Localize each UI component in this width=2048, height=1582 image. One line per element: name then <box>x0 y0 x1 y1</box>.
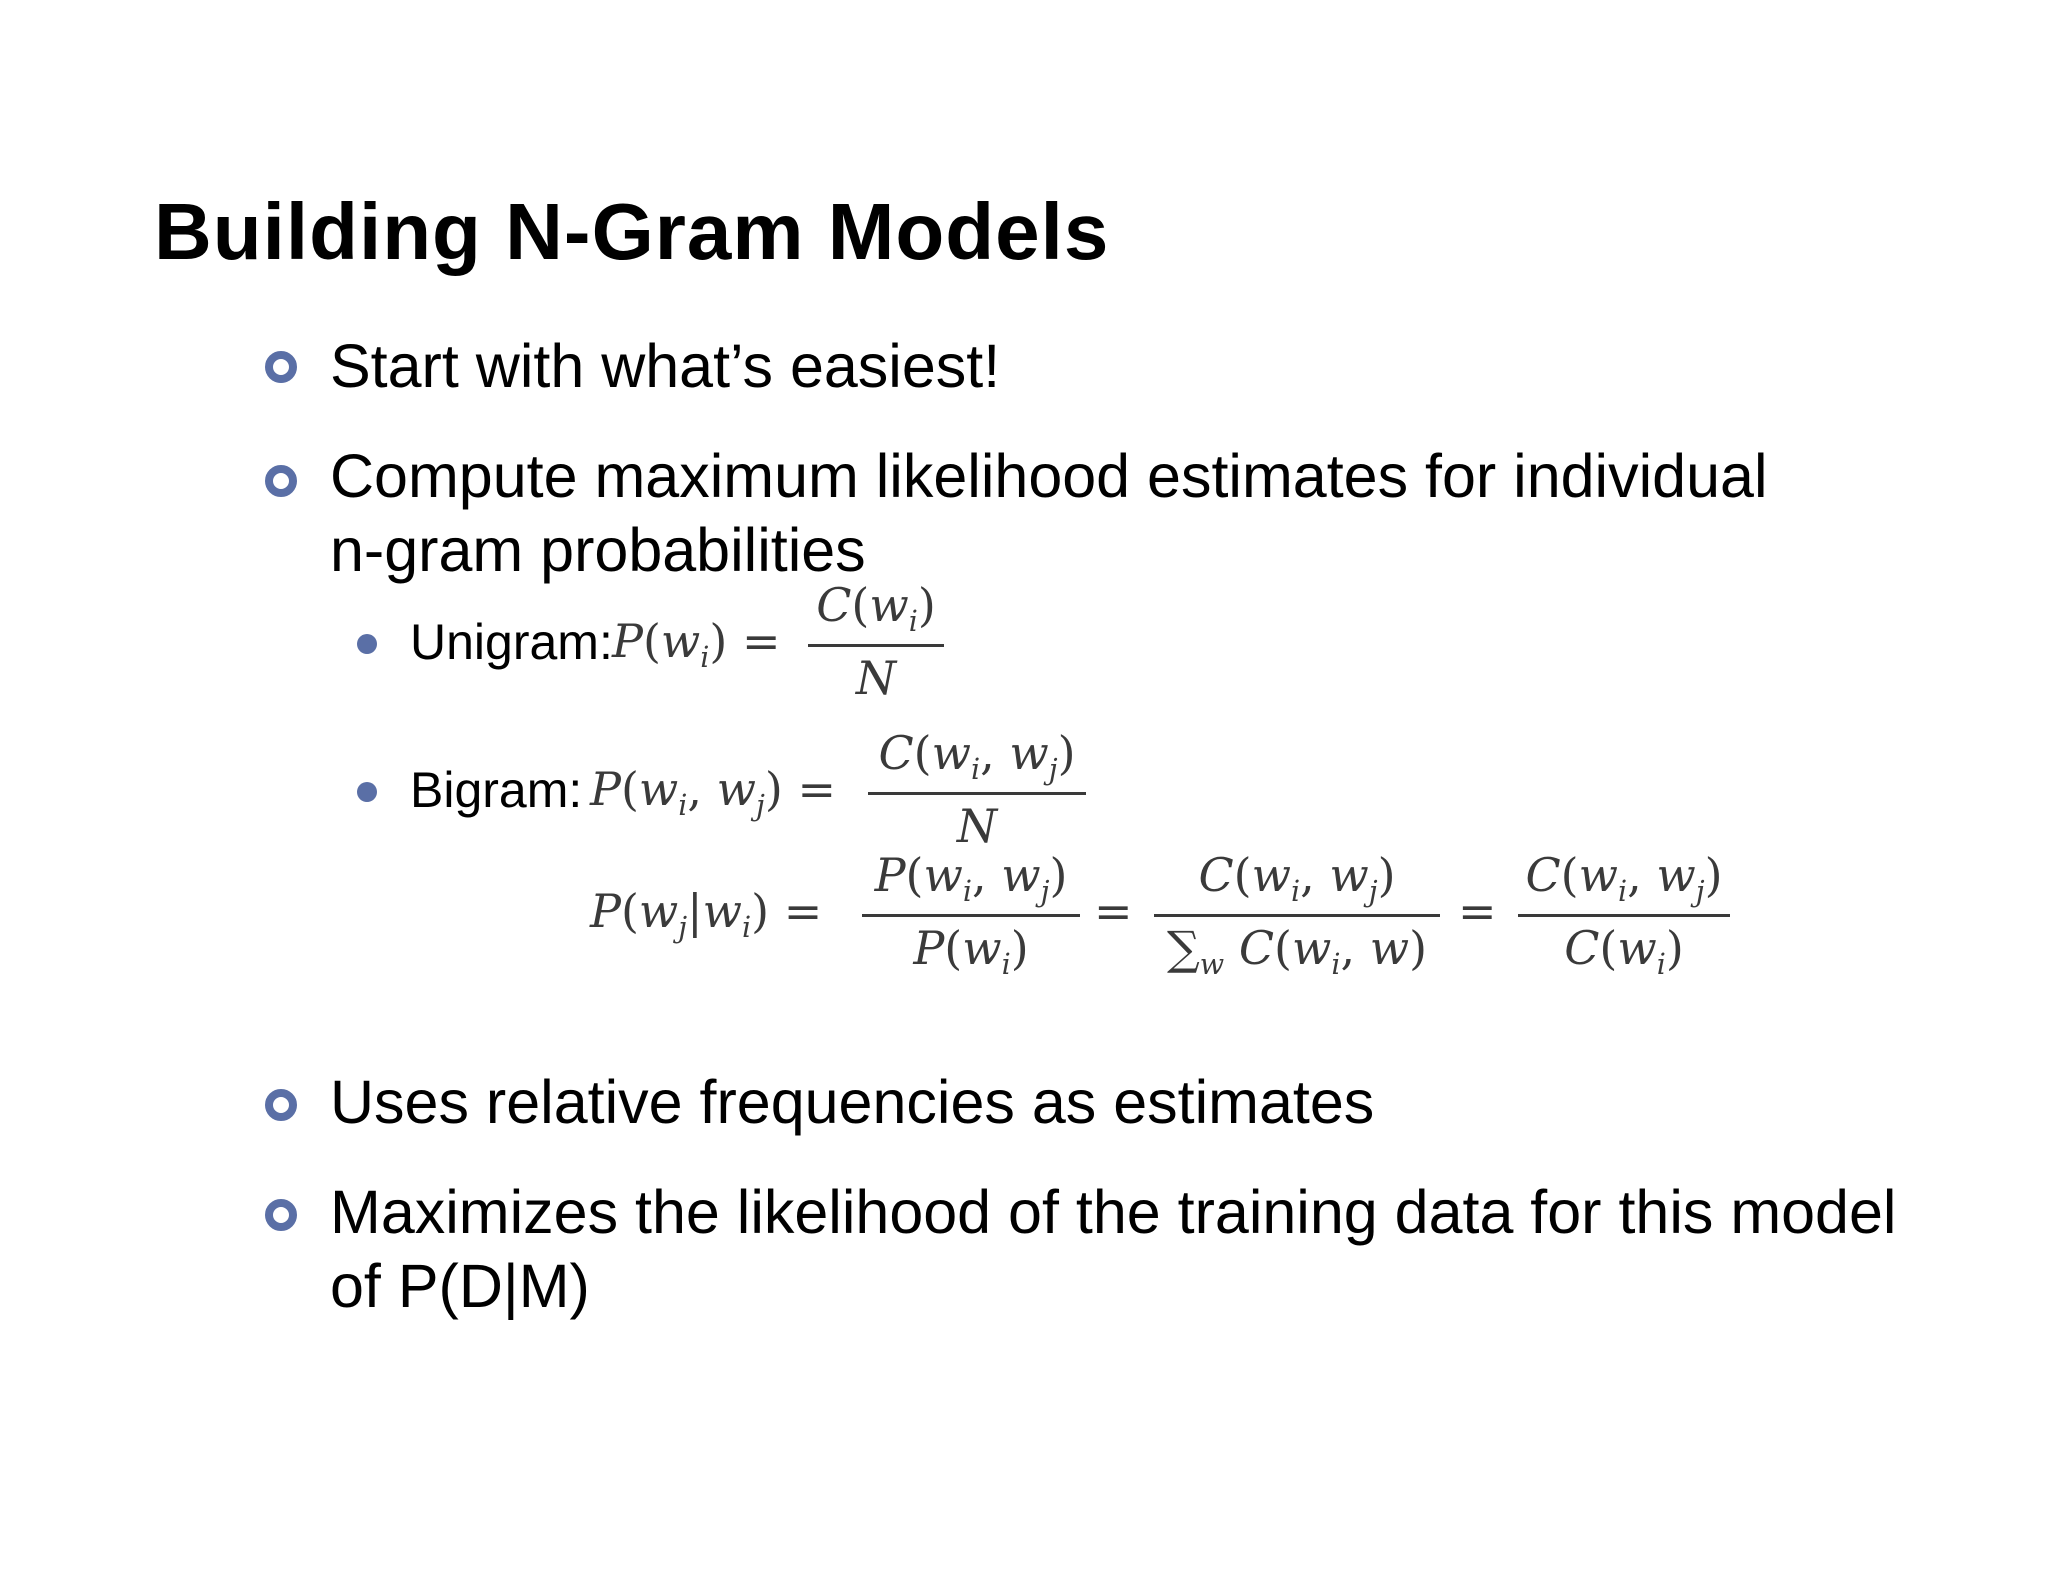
equals-sign: = <box>1458 884 1497 938</box>
equals-sign: = <box>1094 884 1133 938</box>
filled-dot-icon <box>357 634 377 654</box>
unigram-lhs: $P(w_i)$ = <box>612 614 781 674</box>
bigram-label: Bigram: <box>410 762 583 818</box>
hollow-circle-icon <box>264 1198 298 1232</box>
hollow-circle-icon <box>264 350 298 384</box>
unigram-label: Unigram: <box>410 614 613 670</box>
bullet-compute-mle: Compute maximum likelihood estimates for individual <box>330 442 1768 510</box>
conditional-frac-3: $C(w_i$, $w_j$) $C(w_i)$ <box>1518 852 1730 980</box>
hollow-circle-icon <box>264 464 298 498</box>
hollow-circle-icon <box>264 1088 298 1122</box>
bullet-start-easiest: Start with what’s easiest! <box>330 332 1001 400</box>
bullet-compute-mle-line2: n-gram probabilities <box>330 516 866 584</box>
bullet-relative-frequencies: Uses relative frequencies as estimates <box>330 1068 1375 1136</box>
slide-title: Building N-Gram Models <box>154 187 1110 276</box>
conditional-frac-2: $C(w_i$, $w_j$) $\sum_w$ $C(w_i$, w) <box>1154 852 1440 980</box>
unigram-fraction: $C(w_i)$ N <box>808 582 944 701</box>
bigram-lhs: $P(w_i$, $w_j$) = <box>590 762 836 822</box>
bullet-maximizes-likelihood: Maximizes the likelihood of the training data for this model <box>330 1178 1897 1246</box>
conditional-frac-1: $P(w_i$, $w_j$) $P(w_i)$ <box>862 852 1080 980</box>
conditional-lhs: $P(w_j|w_i)$ = <box>590 884 823 944</box>
bigram-fraction: $C(w_i$, $w_j$) N <box>868 730 1086 849</box>
bullet-maximizes-likelihood-line2: of P(D|M) <box>330 1252 590 1320</box>
filled-dot-icon <box>357 782 377 802</box>
